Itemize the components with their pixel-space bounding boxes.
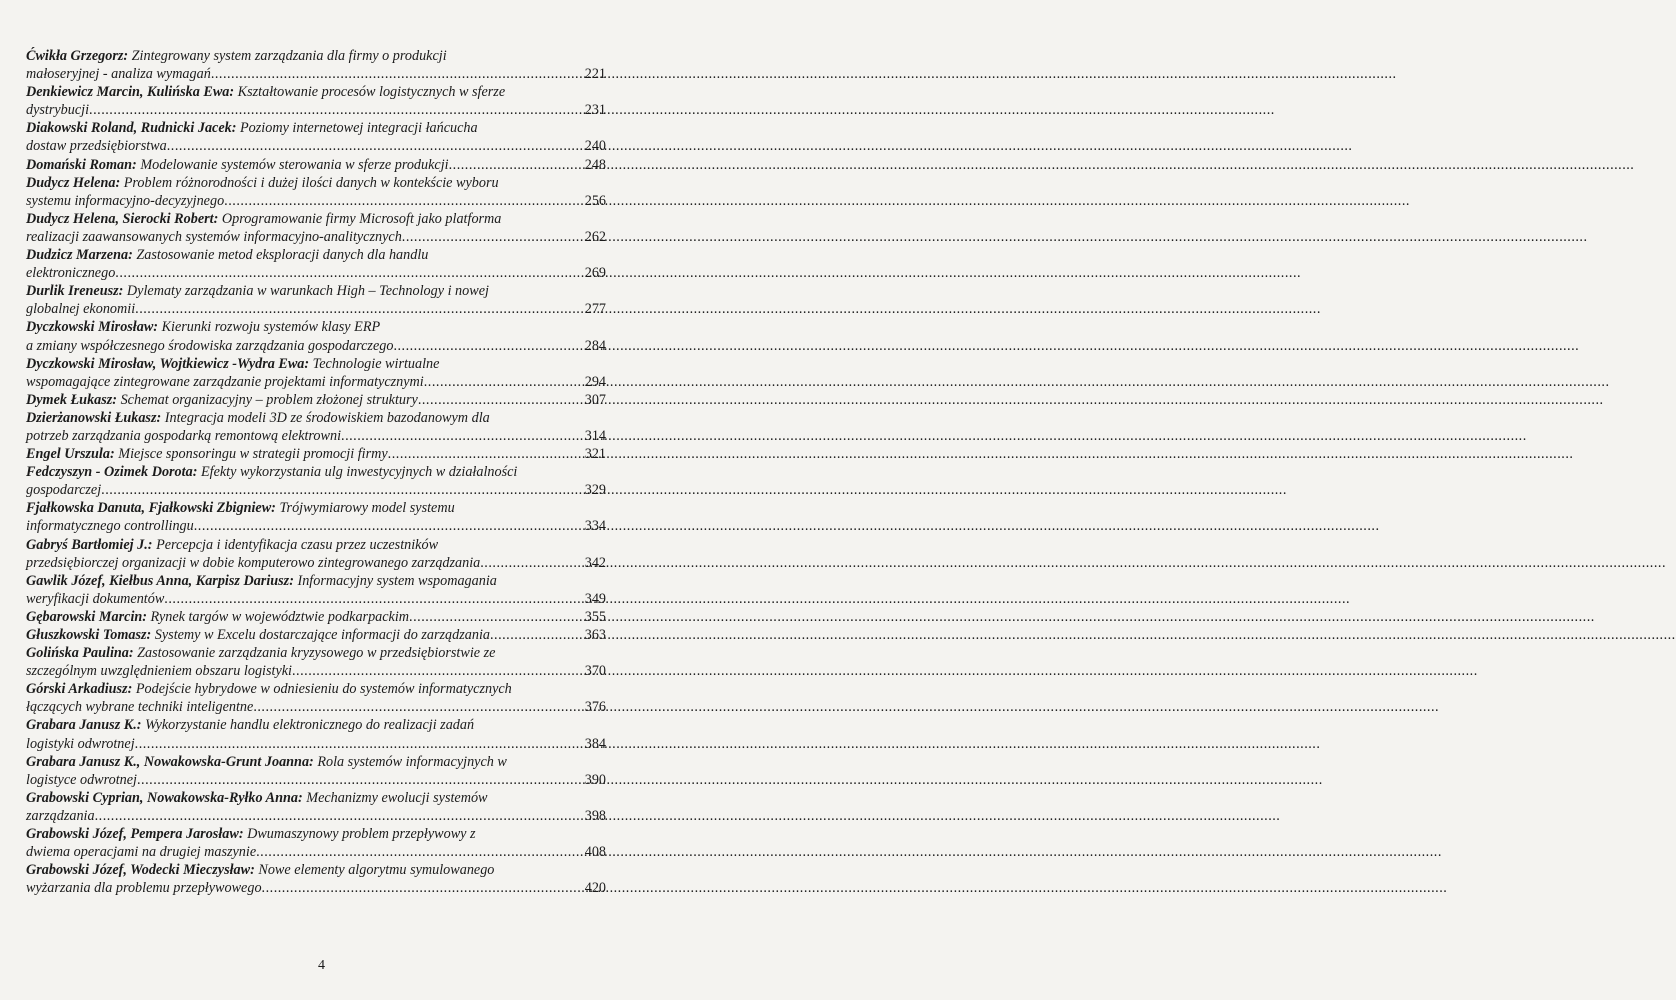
entry-title-line1: Miejsce sponsoringu w strategii promocji firmy xyxy=(118,446,388,463)
entry-title-line1: Systemy w Excelu dostarczające informacji do zarządzania xyxy=(154,627,490,643)
toc-entry xyxy=(26,83,606,119)
toc-entry xyxy=(26,626,606,644)
entry-author: Dyczkowski Mirosław, Wojtkiewicz -Wydra Ewa: xyxy=(26,355,310,372)
toc-entry xyxy=(26,174,606,210)
entry-page: 384 xyxy=(584,735,606,752)
entry-title-line1: Rola systemów informacyjnych w xyxy=(317,753,507,770)
entry-title-line2: przedsiębiorczej organizacji w dobie komputerowo zintegrowanego zarządzania xyxy=(26,554,481,571)
entry-author: Domański Roman: xyxy=(26,156,137,173)
entry-author: Golińska Paulina: xyxy=(26,645,134,662)
entry-title-line2: logistyce odwrotnej xyxy=(26,771,137,788)
entry-title-line1: Integracja modeli 3D ze środowiskiem bazodanowym dla xyxy=(164,409,490,426)
entry-author: Dymek Łukasz: xyxy=(26,391,118,408)
leader-dots xyxy=(388,445,574,463)
entry-page: 390 xyxy=(584,771,606,788)
entry-page: 370 xyxy=(584,663,606,680)
leader-dots xyxy=(135,300,574,318)
entry-author: Górski Arkadiusz: xyxy=(26,681,133,698)
page-number: 4 xyxy=(318,958,325,973)
toc-entry xyxy=(26,572,606,608)
entry-title-line1: Zastosowanie zarządzania kryzysowego w przedsiębiorstwie ze xyxy=(137,645,496,662)
entry-author: Durlik Ireneusz: xyxy=(26,283,124,300)
leader-dots xyxy=(292,662,574,680)
leader-dots xyxy=(409,608,574,626)
entry-title-line1: Poziomy internetowej integracji łańcucha xyxy=(240,120,478,137)
entry-title-line2: realizacji zaawansowanych systemów informacyjno-analitycznych xyxy=(26,228,402,245)
entry-page: 329 xyxy=(584,482,606,499)
leader-dots xyxy=(135,735,574,753)
entry-page: 294 xyxy=(584,373,606,390)
entry-title-line2: wyżarzania dla problemu przepływowego xyxy=(26,880,262,897)
toc-entry xyxy=(26,156,606,174)
entry-page: 363 xyxy=(584,627,606,643)
entry-title-line1: Oprogramowanie firmy Microsoft jako platforma xyxy=(221,210,502,227)
entry-title-line1: Zastosowanie metod eksploracji danych dla handlu xyxy=(136,247,429,264)
leader-dots xyxy=(262,879,574,897)
entry-title-line1: Wykorzystanie handlu elektronicznego do realizacji zadań xyxy=(145,717,475,734)
entry-title-line1: Informacyjny system wspomagania xyxy=(297,572,497,589)
leader-dots xyxy=(224,192,574,210)
leader-dots xyxy=(418,391,574,409)
toc-entry xyxy=(26,608,606,626)
entry-author: Ćwikła Grzegorz: xyxy=(26,48,129,64)
toc-entry xyxy=(26,861,606,897)
entry-page: 284 xyxy=(584,337,606,354)
leader-dots xyxy=(402,228,574,246)
entry-title-line1: Nowe elementy algorytmu symulowanego xyxy=(258,862,495,879)
entry-title-line1: Dwumaszynowy problem przepływowy z xyxy=(247,826,476,843)
leader-dots xyxy=(449,156,574,174)
entry-title-line1: Modelowanie systemów sterowania w sferze produkcji xyxy=(140,156,449,173)
entry-page: 376 xyxy=(584,699,606,716)
entry-title-line2: a zmiany współczesnego środowiska zarządzania gospodarczego xyxy=(26,337,394,354)
entry-title-line1: Kierunki rozwoju systemów klasy ERP xyxy=(161,319,381,336)
entry-title-line2: logistyki odwrotnej xyxy=(26,735,135,752)
entry-page: 321 xyxy=(584,446,606,463)
entry-author: Fjałkowska Danuta, Fjałkowski Zbigniew: xyxy=(26,500,276,517)
entry-author: Głuszkowski Tomasz: xyxy=(26,627,152,643)
entry-page: 420 xyxy=(584,880,606,897)
toc-entry xyxy=(26,282,606,318)
entry-author: Fedczyszyn - Ozimek Dorota: xyxy=(26,464,198,481)
toc-entry xyxy=(26,753,606,789)
toc-entry xyxy=(26,119,606,155)
entry-title-line2: szczególnym uwzględnieniem obszaru logistyki xyxy=(26,663,292,680)
entry-page: 269 xyxy=(584,265,606,282)
entry-title-line2: małoseryjnej - analiza wymagań xyxy=(26,66,211,83)
leader-dots xyxy=(256,843,574,861)
leader-dots xyxy=(424,373,574,391)
entry-author: Grabara Janusz K.: xyxy=(26,717,142,734)
toc-entry xyxy=(26,47,606,83)
entry-page: 231 xyxy=(584,102,606,119)
entry-title-line1: Schemat organizacyjny – problem złożonej struktury xyxy=(120,391,418,408)
entry-title-line1: Rynek targów w województwie podkarpackim xyxy=(150,608,410,625)
entry-author: Gabryś Bartłomiej J.: xyxy=(26,536,153,553)
entry-page: 240 xyxy=(584,138,606,155)
entry-page: 248 xyxy=(584,156,606,173)
entry-title-line1: Trójwymiarowy model systemu xyxy=(279,500,455,517)
entry-page: 398 xyxy=(584,807,606,824)
entry-author: Dyczkowski Mirosław: xyxy=(26,319,159,336)
entry-author: Denkiewicz Marcin, Kulińska Ewa: xyxy=(26,84,235,101)
entry-page: 221 xyxy=(584,66,606,83)
table-of-contents xyxy=(26,47,606,897)
entry-title-line2: łączących wybrane techniki inteligentne xyxy=(26,699,254,716)
entry-title-line1: Kształtowanie procesów logistycznych w sferze xyxy=(237,84,506,101)
entry-title-line2: wspomagające zintegrowane zarządzanie projektami informatycznymi xyxy=(26,373,424,390)
toc-entry xyxy=(26,536,606,572)
entry-title-line2: systemu informacyjno-decyzyjnego xyxy=(26,192,225,209)
leader-dots xyxy=(164,590,574,608)
entry-author: Dudzicz Marzena: xyxy=(26,247,133,264)
entry-title-line1: Podejście hybrydowe w odniesieniu do systemów informatycznych xyxy=(135,681,512,698)
entry-title-line2: informatycznego controllingu xyxy=(26,518,194,535)
entry-author: Grabara Janusz K., Nowakowska-Grunt Joanna: xyxy=(26,753,314,770)
toc-entry xyxy=(26,210,606,246)
leader-dots xyxy=(211,65,574,83)
toc-entry xyxy=(26,716,606,752)
leader-dots xyxy=(89,101,574,119)
entry-page: 342 xyxy=(584,554,606,571)
entry-page: 256 xyxy=(584,192,606,209)
leader-dots xyxy=(194,517,574,535)
entry-author: Grabowski Cyprian, Nowakowska-Ryłko Anna: xyxy=(26,789,303,806)
entry-title-line2: potrzeb zarządzania gospodarką remontową elektrowni xyxy=(26,427,342,444)
leader-dots xyxy=(95,807,574,825)
leader-dots xyxy=(480,554,574,572)
entry-page: 349 xyxy=(584,590,606,607)
entry-author: Gawlik Józef, Kiełbus Anna, Karpisz Dariusz: xyxy=(26,572,294,589)
leader-dots xyxy=(393,337,574,355)
toc-entry xyxy=(26,246,606,282)
entry-title-line2: dwiema operacjami na drugiej maszynie xyxy=(26,844,257,861)
entry-page: 355 xyxy=(584,608,606,625)
leader-dots xyxy=(490,626,574,644)
leader-dots xyxy=(167,137,574,155)
entry-title-line1: Zintegrowany system zarządzania dla firmy o produkcji xyxy=(131,48,447,64)
toc-entry xyxy=(26,499,606,535)
toc-entry xyxy=(26,463,606,499)
entry-page: 277 xyxy=(584,301,606,318)
entry-author: Diakowski Roland, Rudnicki Jacek: xyxy=(26,120,237,137)
entry-page: 307 xyxy=(584,391,606,408)
entry-author: Grabowski Józef, Wodecki Mieczysław: xyxy=(26,862,255,879)
entry-title-line2: globalnej ekonomii xyxy=(26,301,136,318)
entry-title-line2: dostaw przedsiębiorstwa xyxy=(26,138,167,155)
entry-title-line2: elektronicznego xyxy=(26,265,116,282)
toc-entry xyxy=(26,318,606,354)
entry-title-line2: weryfikacji dokumentów xyxy=(26,590,165,607)
leader-dots xyxy=(137,771,574,789)
toc-entry xyxy=(26,409,606,445)
leader-dots xyxy=(115,264,574,282)
entry-author: Dudycz Helena, Sierocki Robert: xyxy=(26,210,219,227)
entry-title-line1: Efekty wykorzystania ulg inwestycyjnych w działalności xyxy=(200,464,518,481)
toc-entry xyxy=(26,445,606,463)
entry-page: 334 xyxy=(584,518,606,535)
toc-entry xyxy=(26,825,606,861)
entry-page: 262 xyxy=(584,228,606,245)
entry-author: Dudycz Helena: xyxy=(26,174,121,191)
entry-author: Gębarowski Marcin: xyxy=(26,608,147,625)
toc-entry xyxy=(26,789,606,825)
entry-author: Grabowski Józef, Pempera Jarosław: xyxy=(26,826,244,843)
entry-title-line1: Problem różnorodności i dużej ilości danych w kontekście wyboru xyxy=(123,174,499,191)
entry-title-line2: zarządzania xyxy=(26,807,95,824)
toc-entry xyxy=(26,391,606,409)
entry-title-line2: gospodarczej xyxy=(26,482,102,499)
entry-title-line1: Mechanizmy ewolucji systemów xyxy=(306,789,488,806)
entry-title-line1: Percepcja i identyfikacja czasu przez uczestników xyxy=(156,536,439,553)
toc-entry xyxy=(26,644,606,680)
leader-dots xyxy=(341,427,574,445)
toc-entry xyxy=(26,355,606,391)
entry-title-line2: dystrybucji xyxy=(26,102,90,119)
entry-page: 314 xyxy=(584,427,606,444)
leader-dots xyxy=(101,481,574,499)
leader-dots xyxy=(253,698,574,716)
entry-title-line1: Technologie wirtualne xyxy=(312,355,440,372)
entry-page: 408 xyxy=(584,844,606,861)
toc-entry xyxy=(26,680,606,716)
entry-author: Engel Urszula: xyxy=(26,446,115,463)
entry-author: Dzierżanowski Łukasz: xyxy=(26,409,162,426)
entry-title-line1: Dylematy zarządzania w warunkach High – Technology i nowej xyxy=(126,283,489,300)
